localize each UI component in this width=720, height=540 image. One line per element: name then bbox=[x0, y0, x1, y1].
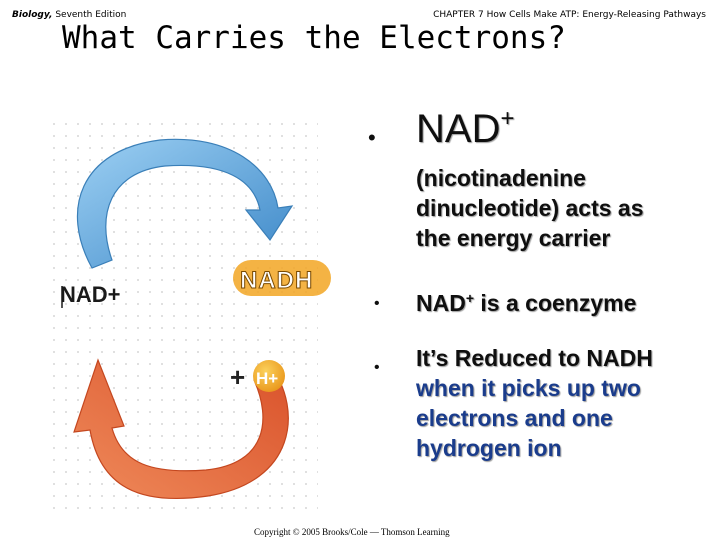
nad-cycle-diagram bbox=[40, 110, 360, 515]
bullet-nad-heading: NAD+ bbox=[416, 105, 515, 151]
bullet-nad-description: (nicotinadenine dinucleotide) acts as the energy carrier bbox=[416, 165, 644, 251]
bullet-reduced: It’s Reduced to NADH when it picks up two electrons and one hydrogen ion bbox=[416, 345, 653, 461]
book-edition: Seventh Edition bbox=[55, 10, 127, 20]
bullet-dot: • bbox=[368, 125, 376, 150]
bullet-dot: • bbox=[374, 359, 380, 376]
bullet-nad bbox=[360, 105, 690, 155]
slide-title: What Carries the Electrons? bbox=[62, 20, 566, 56]
bullet-coenzyme: NAD+ is a coenzyme bbox=[416, 290, 637, 316]
nadh-label: NADH bbox=[240, 267, 314, 294]
plus-sign: + bbox=[230, 362, 246, 392]
h-plus-label: H+ bbox=[256, 369, 279, 388]
bullet-list bbox=[360, 105, 690, 461]
bullet-dot: • bbox=[374, 295, 380, 312]
chapter-heading: CHAPTER 7 How Cells Make ATP: Energy-Releasing Pathways bbox=[433, 10, 706, 20]
book-title: Biology, bbox=[12, 10, 53, 20]
nad-plus-label: NAD+ bbox=[60, 282, 121, 307]
header-book bbox=[12, 10, 126, 20]
nad-cycle-figure bbox=[40, 110, 360, 515]
copyright-footer: Copyright © 2005 Brooks/Cole — Thomson Learning bbox=[254, 527, 450, 537]
